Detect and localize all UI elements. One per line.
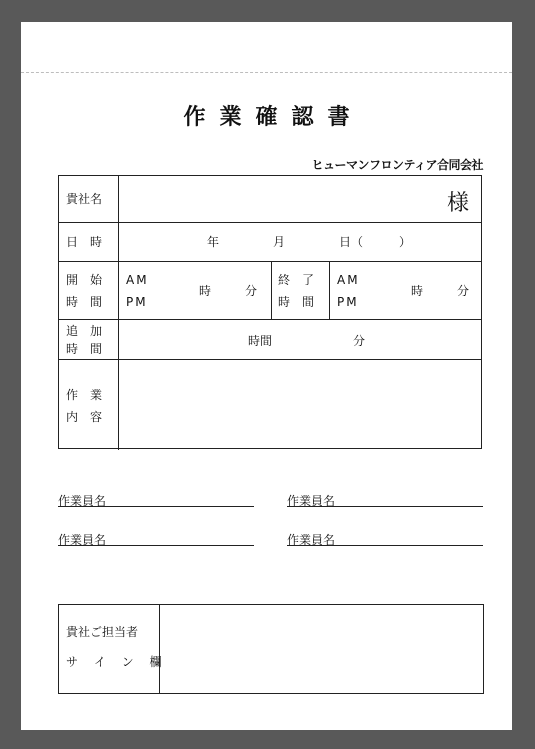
worker-name-line[interactable] — [287, 490, 483, 507]
worker-name-line[interactable] — [58, 490, 254, 507]
time-column-divider — [271, 261, 272, 319]
end-minute-label: 分 — [457, 284, 470, 298]
client-signature-box — [58, 604, 484, 694]
extra-label-bottom: 時 間 — [66, 342, 103, 356]
day-label: 日（ ） — [339, 235, 412, 249]
start-am: AM — [126, 273, 149, 287]
work-content-field[interactable] — [120, 361, 480, 447]
row-divider — [59, 359, 481, 360]
time-column-divider — [329, 261, 330, 319]
end-pm: PM — [337, 295, 359, 309]
end-am: AM — [337, 273, 360, 287]
row-divider — [59, 261, 481, 262]
label-column-divider — [118, 176, 119, 450]
document-title: 作業確認書 — [183, 105, 364, 130]
date-label: 日 時 — [66, 235, 103, 249]
worker-name-line[interactable] — [58, 529, 254, 546]
perforation-line — [21, 72, 512, 73]
work-label-top: 作 業 — [66, 388, 103, 402]
start-pm: PM — [126, 295, 148, 309]
month-label: 月 — [273, 235, 286, 249]
extra-hours-label: 時間 — [248, 334, 273, 348]
signature-field[interactable] — [161, 606, 481, 692]
start-label-top: 開 始 — [66, 273, 103, 287]
work-info-table — [58, 175, 482, 449]
worker-name-label: 作業員名 — [58, 533, 107, 547]
worker-name-label: 作業員名 — [287, 494, 336, 508]
worker-name-label: 作業員名 — [287, 533, 336, 547]
signature-label-bottom: サ イ ン 欄 — [66, 655, 168, 669]
extra-minute-label: 分 — [353, 334, 366, 348]
worker-name-label: 作業員名 — [58, 494, 107, 508]
client-label: 貴社名 — [66, 192, 103, 206]
work-label-bottom: 内 容 — [66, 410, 103, 424]
client-name-field[interactable] — [120, 177, 440, 221]
year-label: 年 — [207, 235, 220, 249]
end-label-top: 終 了 — [278, 273, 315, 287]
company-name: ヒューマンフロンティア合同会社 — [311, 158, 483, 172]
signature-label-top: 貴社ご担当者 — [66, 625, 139, 639]
signature-divider — [159, 605, 160, 693]
start-hour-label: 時 — [199, 284, 212, 298]
honorific-suffix: 様 — [446, 191, 469, 216]
extra-label-top: 追 加 — [66, 324, 103, 338]
row-divider — [59, 222, 481, 223]
start-label-bottom: 時 間 — [66, 295, 103, 309]
start-minute-label: 分 — [245, 284, 258, 298]
row-divider — [59, 319, 481, 320]
work-confirmation-sheet — [21, 22, 512, 730]
end-label-bottom: 時 間 — [278, 295, 315, 309]
worker-name-line[interactable] — [287, 529, 483, 546]
end-hour-label: 時 — [411, 284, 424, 298]
